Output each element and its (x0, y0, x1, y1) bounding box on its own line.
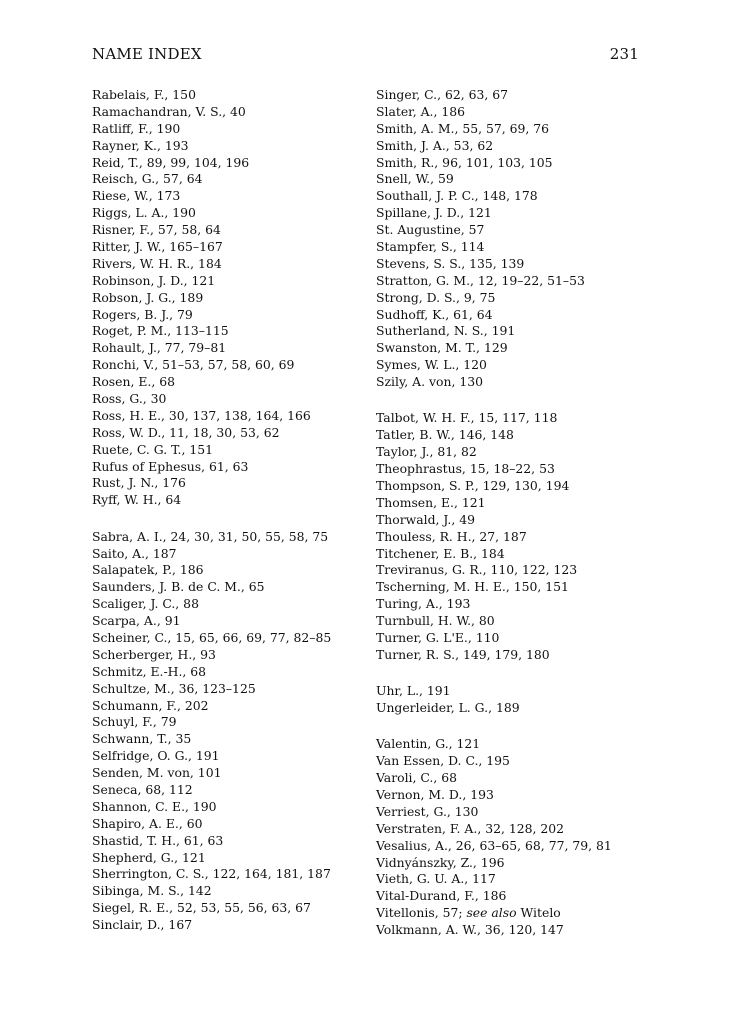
index-entry: Vesalius, A., 26, 63–65, 68, 77, 79, 81 (376, 837, 612, 853)
index-entry: Siegel, R. E., 52, 53, 55, 56, 63, 67 (92, 900, 311, 916)
index-entry: Stampfer, S., 114 (376, 239, 485, 255)
index-entry: Turing, A., 193 (376, 596, 471, 612)
index-entry: Sudhoff, K., 61, 64 (376, 306, 493, 322)
index-entry: Stevens, S. S., 135, 139 (376, 255, 525, 271)
index-entry: Schuyl, F., 79 (92, 714, 177, 730)
index-entry: Turner, R. S., 149, 179, 180 (376, 646, 550, 662)
index-entry: Rabelais, F., 150 (92, 87, 196, 102)
index-entry: Ross, H. E., 30, 137, 138, 164, 166 (92, 407, 311, 423)
index-entry: Thorwald, J., 49 (376, 511, 475, 527)
index-entry: Reisch, G., 57, 64 (92, 171, 203, 187)
group-gap (376, 664, 676, 683)
index-entry: Schmitz, E.-H., 68 (92, 663, 207, 679)
index-entry: Rayner, K., 193 (92, 137, 189, 153)
right-column (376, 87, 676, 939)
index-group-s-cont (376, 87, 676, 391)
index-entry: Saunders, J. B. de C. M., 65 (92, 579, 265, 595)
index-entry: Ritter, J. W., 165–167 (92, 239, 223, 255)
index-entry: Ruete, C. G. T., 151 (92, 441, 213, 457)
index-group-u (376, 683, 676, 717)
index-entry: Shapiro, A. E., 60 (92, 815, 203, 831)
index-entry: Thompson, S. P., 129, 130, 194 (376, 477, 570, 493)
index-entry: Ross, W. D., 11, 18, 30, 53, 62 (92, 424, 280, 440)
index-entry: Smith, R., 96, 101, 103, 105 (376, 154, 553, 170)
index-entry: Spillane, J. D., 121 (376, 205, 492, 221)
index-entry: Smith, J. A., 53, 62 (376, 137, 494, 153)
index-group-t (376, 410, 676, 663)
index-entry: Schwann, T., 35 (92, 731, 192, 747)
index-entry: Slater, A., 186 (376, 103, 466, 119)
index-entry: Rivers, W. H. R., 184 (92, 255, 222, 271)
index-entry: Ryff, W. H., 64 (92, 492, 182, 508)
left-column (92, 87, 362, 934)
index-entry: Selfridge, O. G., 191 (92, 748, 220, 764)
index-entry: Scheiner, C., 15, 65, 66, 69, 77, 82–85 (92, 630, 332, 645)
index-entry: St. Augustine, 57 (376, 222, 485, 238)
index-entry: Shannon, C. E., 190 (92, 798, 217, 814)
index-entry: Rust, J. N., 176 (92, 475, 186, 491)
index-entry: Sibinga, M. S., 142 (92, 883, 212, 899)
index-entry: Szily, A. von, 130 (376, 374, 483, 390)
index-entry: Vernon, M. D., 193 (376, 787, 494, 803)
index-entry: Ronchi, V., 51–53, 57, 58, 60, 69 (92, 357, 295, 373)
index-entry: Roget, P. M., 113–115 (92, 323, 229, 339)
index-entry: Stratton, G. M., 12, 19–22, 51–53 (376, 272, 585, 288)
index-entry: Risner, F., 57, 58, 64 (92, 222, 221, 238)
index-group-r (92, 87, 362, 509)
index-entry: Schultze, M., 36, 123–125 (92, 680, 256, 696)
index-entry: Thomsen, E., 121 (376, 494, 486, 510)
index-entry: Ramachandran, V. S., 40 (92, 103, 246, 119)
index-entry: Snell, W., 59 (376, 171, 454, 187)
index-entry: Rogers, B. J., 79 (92, 306, 193, 322)
index-entry: Scherberger, H., 93 (92, 646, 216, 662)
index-entry: Ungerleider, L. G., 189 (376, 700, 520, 716)
index-entry: Shepherd, G., 121 (92, 849, 206, 865)
index-entry: Ratliff, F., 190 (92, 120, 181, 136)
index-entry: Seneca, 68, 112 (92, 782, 193, 798)
index-entry: Saito, A., 187 (92, 545, 177, 561)
group-gap (376, 391, 676, 410)
index-entry: Rosen, E., 68 (92, 374, 175, 390)
index-entry: Tatler, B. W., 146, 148 (376, 427, 514, 443)
index-entry: Verriest, G., 130 (376, 803, 479, 819)
index-entry: Scaliger, J. C., 88 (92, 596, 199, 612)
group-gap (376, 717, 676, 736)
index-entry: Valentin, G., 121 (376, 736, 481, 752)
cross-reference-target: Witelo (516, 905, 561, 921)
index-entry: Riggs, L. A., 190 (92, 205, 196, 221)
index-entry: Vidnyánszky, Z., 196 (376, 854, 505, 870)
page-header (92, 44, 639, 64)
index-entry: Ross, G., 30 (92, 391, 167, 407)
index-entry: Senden, M. von, 101 (92, 765, 222, 781)
index-group-v-end (376, 922, 676, 939)
index-entry: Schumann, F., 202 (92, 697, 209, 713)
section-title: NAME INDEX (92, 45, 202, 63)
index-entry: Strong, D. S., 9, 75 (376, 289, 496, 305)
index-entry: Robinson, J. D., 121 (92, 272, 216, 288)
index-entry: Verstraten, F. A., 32, 128, 202 (376, 820, 565, 836)
index-entry: Treviranus, G. R., 110, 122, 123 (376, 562, 578, 578)
index-entry: Volkmann, A. W., 36, 120, 147 (376, 922, 564, 938)
index-entry: Robson, J. G., 189 (92, 289, 204, 305)
index-entry: Varoli, C., 68 (376, 770, 458, 786)
index-entry: Thouless, R. H., 27, 187 (376, 528, 527, 544)
index-entry: Vital-Durand, F., 186 (376, 888, 507, 904)
index-entry: Vieth, G. U. A., 117 (376, 871, 496, 887)
index-entry: Tscherning, M. H. E., 150, 151 (376, 579, 569, 595)
entry-name: Vitellonis, 57; (376, 905, 467, 921)
index-entry: Van Essen, D. C., 195 (376, 753, 510, 769)
index-entry: Turnbull, H. W., 80 (376, 613, 495, 629)
index-entry: Smith, A. M., 55, 57, 69, 76 (376, 120, 550, 136)
index-entry: Taylor, J., 81, 82 (376, 444, 477, 460)
index-entry: Sherrington, C. S., 122, 164, 181, 187 (92, 866, 331, 882)
index-entry: Uhr, L., 191 (376, 683, 451, 699)
index-entry: Swanston, M. T., 129 (376, 340, 508, 356)
index-entry: Salapatek, P., 186 (92, 562, 204, 578)
index-entry: Scarpa, A., 91 (92, 613, 181, 629)
group-gap (92, 509, 362, 528)
see-also-label: see also (466, 905, 517, 921)
index-entry: Southall, J. P. C., 148, 178 (376, 188, 538, 204)
index-group-v (376, 736, 676, 905)
index-entry: Theophrastus, 15, 18–22, 53 (376, 461, 555, 477)
index-entry: Titchener, E. B., 184 (376, 545, 505, 561)
index-entry: Turner, G. L'E., 110 (376, 630, 500, 645)
index-entry: Sabra, A. I., 24, 30, 31, 50, 55, 58, 75 (92, 528, 329, 544)
index-entry: Rufus of Ephesus, 61, 63 (92, 458, 249, 474)
index-entry: Reid, T., 89, 99, 104, 196 (92, 154, 250, 170)
index-entry: Sutherland, N. S., 191 (376, 323, 516, 339)
index-entry: Shastid, T. H., 61, 63 (92, 832, 224, 848)
index-group-s (92, 529, 362, 934)
index-entry: Symes, W. L., 120 (376, 357, 487, 373)
index-entry: Talbot, W. H. F., 15, 117, 118 (376, 410, 558, 426)
page-number: 231 (609, 45, 639, 63)
index-entry: Rohault, J., 77, 79–81 (92, 340, 227, 356)
index-entry: Riese, W., 173 (92, 188, 181, 204)
index-entry: Singer, C., 62, 63, 67 (376, 87, 509, 102)
index-entry: Sinclair, D., 167 (92, 917, 193, 933)
index-entry-vitellonis (376, 905, 676, 922)
